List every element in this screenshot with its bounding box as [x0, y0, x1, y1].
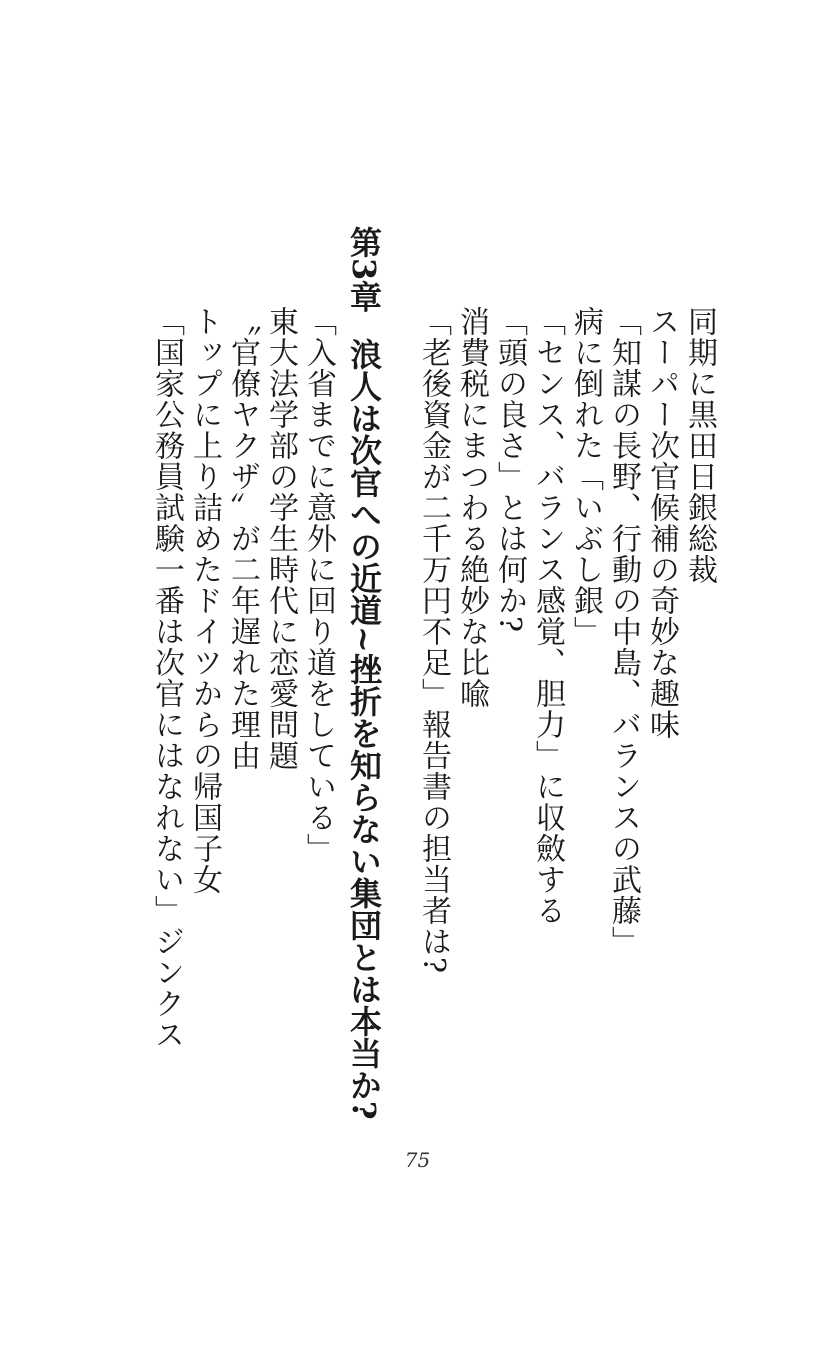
toc-line-2: スーパー次官候補の奇妙な趣味: [644, 306, 679, 740]
toc-line-11: 〝官僚ヤクザ〟が二年遅れた理由: [225, 306, 260, 771]
toc-line-1: 同期に黒田日銀総裁: [682, 306, 717, 585]
toc-line-4: 病に倒れた「いぶし銀」: [568, 306, 603, 647]
toc-line-6: 「頭の良さ」とは何か?: [492, 306, 527, 634]
chapter-label: 第3章: [345, 226, 383, 313]
page-number: 75: [404, 1148, 431, 1172]
toc-line-5: 「センス、バランス感覚、胆力」に収斂する: [530, 306, 565, 926]
toc-line-13: 「国家公務員試験一番は次官にはなれない」ジンクス: [149, 306, 184, 1050]
chapter-title: 浪人は次官への近道~挫折を知らない集団とは本当か?: [345, 338, 383, 1120]
toc-line-3: 「知謀の長野、行動の中島、バランスの武藤」: [606, 306, 641, 957]
toc-line-7: 消費税にまつわる絶妙な比喩: [454, 306, 489, 709]
toc-line-8: 「老後資金が二千万円不足」報告書の担当者は?: [416, 306, 451, 975]
toc-line-12: トップに上り詰めたドイツからの帰国子女: [187, 306, 222, 895]
toc-line-10: 東大法学部の学生時代に恋愛問題: [263, 306, 298, 771]
toc-line-9: 「入省までに意外に回り道をしている」: [301, 306, 336, 864]
